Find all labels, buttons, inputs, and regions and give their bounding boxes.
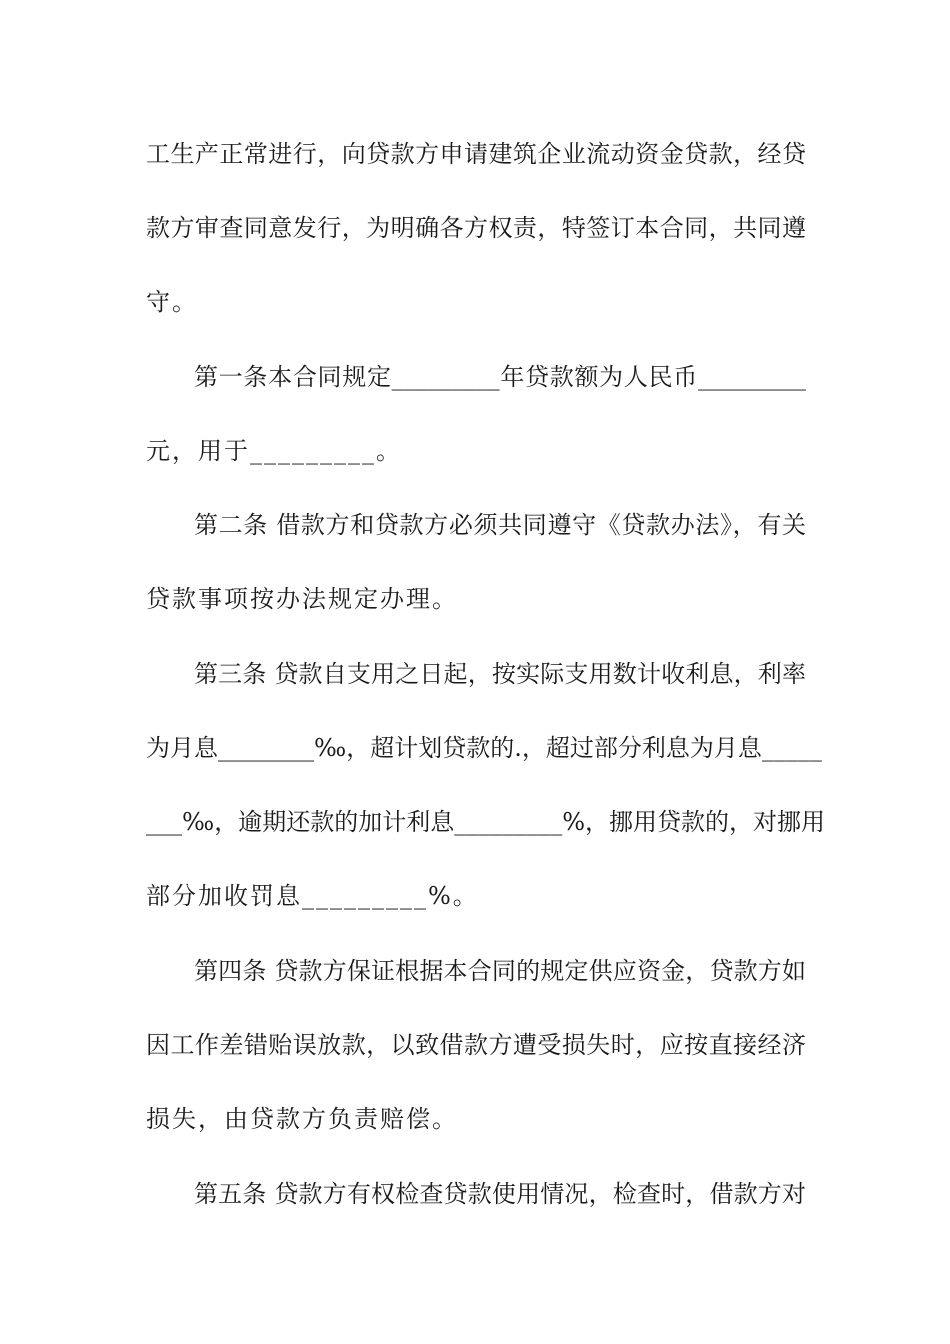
article-5-line-1: 第五条 贷款方有权检查贷款使用情况，检查时，借款方对 xyxy=(194,1180,806,1208)
body-line-1: 工生产正常进行，向贷款方申请建筑企业流动资金贷款，经贷 xyxy=(146,140,806,168)
article-1-line-1: 第一条本合同规定_________年贷款额为人民币_________ xyxy=(194,363,806,391)
article-3-line-3: ___‰，逾期还款的加计利息_________%，挪用贷款的，对挪用 xyxy=(146,808,826,836)
article-3-line-1: 第三条 贷款自支用之日起，按实际支用数计收利息，利率 xyxy=(194,660,806,688)
article-4-line-3: 损失，由贷款方负责赔偿。 xyxy=(146,1105,458,1133)
article-3-line-2: 为月息________‰，超计划贷款的.，超过部分利息为月息_____ xyxy=(146,734,822,762)
body-line-3: 守。 xyxy=(146,288,198,316)
article-1-line-2: 元，用于_________。 xyxy=(146,437,402,465)
body-line-2: 款方审查同意发行，为明确各方权责，特签订本合同，共同遵 xyxy=(146,214,806,242)
article-2-line-1: 第二条 借款方和贷款方必须共同遵守《贷款办法》，有关 xyxy=(194,511,806,539)
article-2-line-2: 贷款事项按办法规定办理。 xyxy=(146,585,458,613)
article-4-line-2: 因工作差错贻误放款，以致借款方遭受损失时，应按直接经济 xyxy=(146,1031,806,1059)
article-3-line-4: 部分加收罚息_________%。 xyxy=(146,882,479,910)
article-4-line-1: 第四条 贷款方保证根据本合同的规定供应资金，贷款方如 xyxy=(194,957,806,985)
